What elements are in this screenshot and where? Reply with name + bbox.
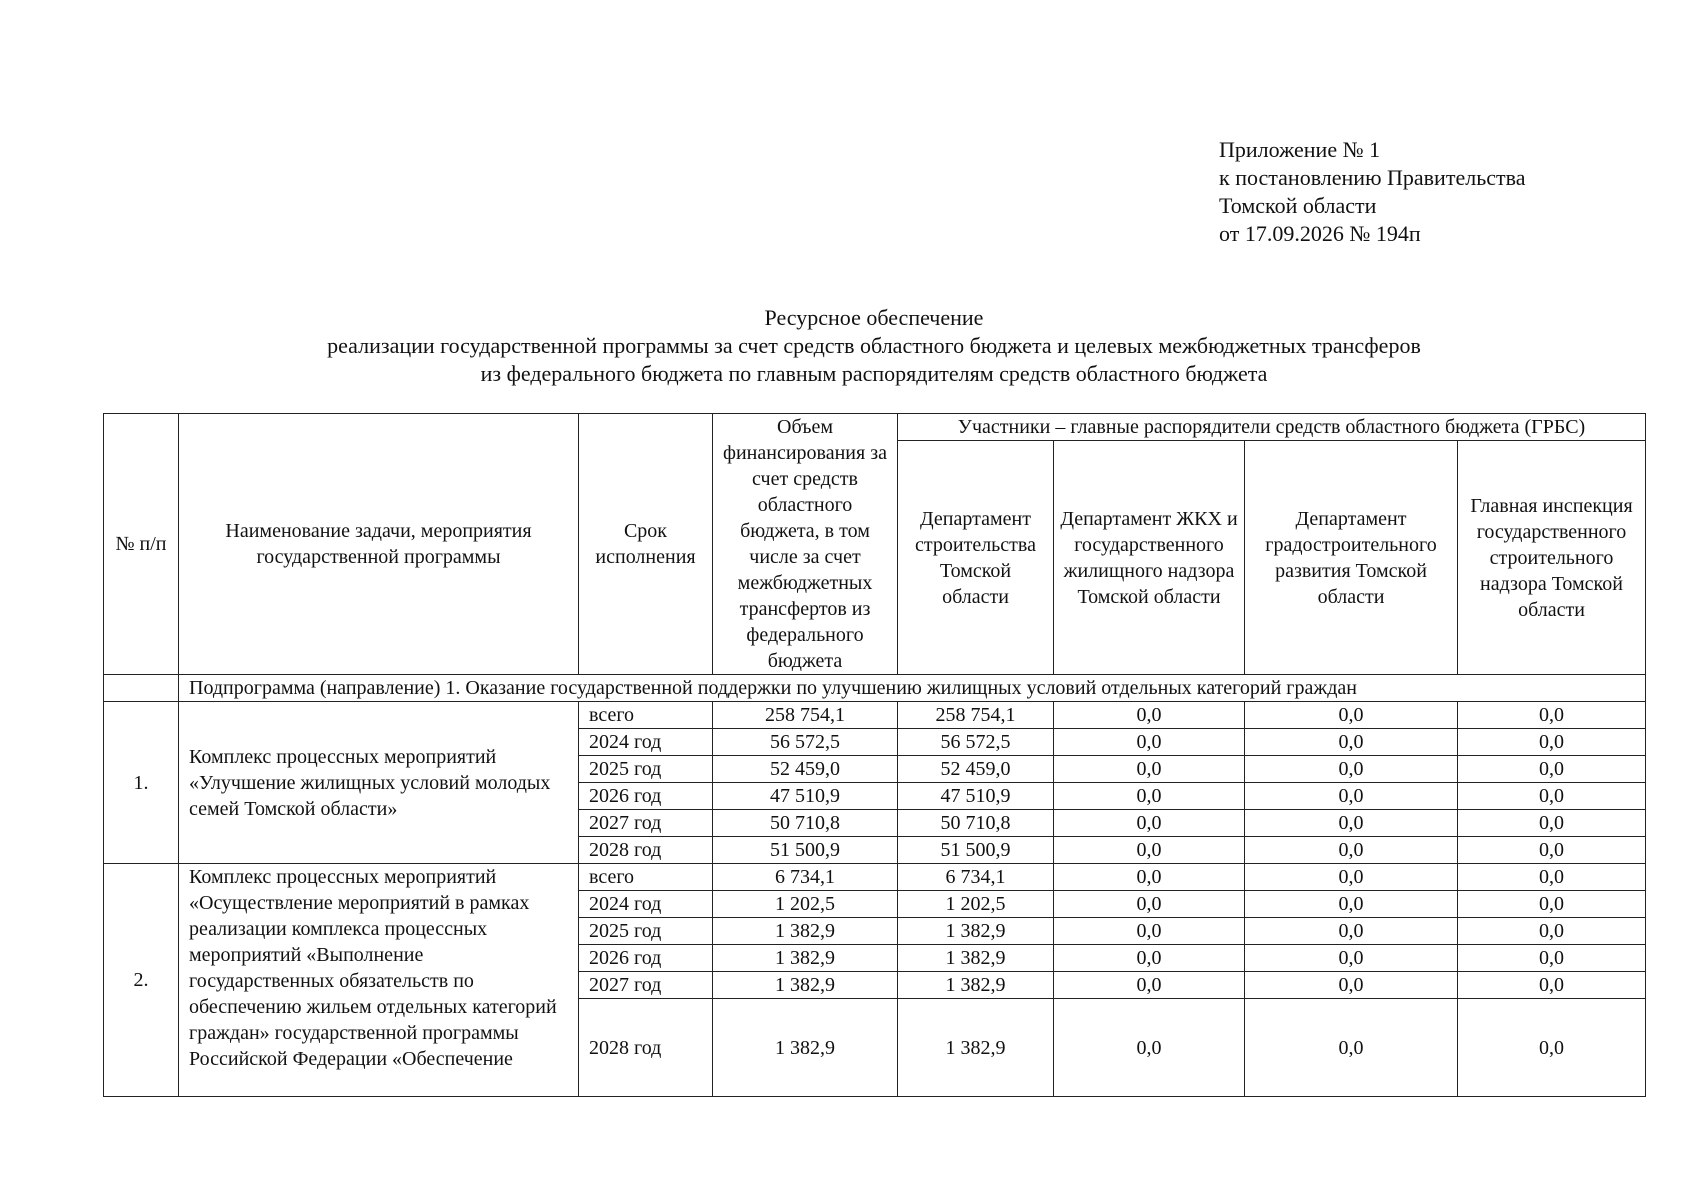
- dept-construction-value: 47 510,9: [898, 783, 1054, 810]
- dept-urban-value: 0,0: [1245, 999, 1458, 1097]
- dept-housing-value: 0,0: [1054, 972, 1245, 999]
- inspection-value: 0,0: [1458, 756, 1646, 783]
- dept-construction-value: 1 202,5: [898, 891, 1054, 918]
- volume-value: 1 382,9: [713, 918, 898, 945]
- header-term: Срок исполнения: [579, 414, 713, 675]
- volume-value: 50 710,8: [713, 810, 898, 837]
- dept-housing-value: 0,0: [1054, 729, 1245, 756]
- volume-value: 1 202,5: [713, 891, 898, 918]
- dept-urban-value: 0,0: [1245, 918, 1458, 945]
- header-name: Наименование задачи, мероприятия государственной программы: [179, 414, 579, 675]
- subprogram-title: Подпрограмма (направление) 1. Оказание государственной поддержки по улучшению жилищных условий отдельных категорий граждан: [179, 675, 1646, 702]
- header-row: [104, 414, 1646, 441]
- row-name: Комплекс процессных мероприятий «Осуществление мероприятий в рамках реализации комплекса процессных мероприятий «Выполнение государственных обязательств по обеспечению жильем отдельных категорий граждан» государственной программы Российской Федерации «Обеспечение: [179, 864, 579, 1097]
- dept-housing-value: 0,0: [1054, 891, 1245, 918]
- dept-construction-value: 258 754,1: [898, 702, 1054, 729]
- dept-urban-value: 0,0: [1245, 864, 1458, 891]
- period-label: 2028 год: [579, 999, 713, 1097]
- title-line: из федерального бюджета по главным распорядителям средств областного бюджета: [480, 361, 1268, 386]
- inspection-value: 0,0: [1458, 837, 1646, 864]
- table-row: [104, 702, 1646, 729]
- subprogram-num-cell: [104, 675, 179, 702]
- period-label: всего: [579, 702, 713, 729]
- inspection-value: 0,0: [1458, 729, 1646, 756]
- inspection-value: 0,0: [1458, 702, 1646, 729]
- resource-table: [103, 413, 1646, 1097]
- appendix-line: к постановлению Правительства: [1219, 165, 1526, 190]
- header-volume: Объем финансирования за счет средств областного бюджета, в том числе за счет межбюджетных трансфертов из федерального бюджета: [713, 414, 898, 675]
- period-label: 2026 год: [579, 945, 713, 972]
- inspection-value: 0,0: [1458, 972, 1646, 999]
- appendix-block: [1219, 136, 1525, 248]
- dept-construction-value: 51 500,9: [898, 837, 1054, 864]
- row-number: 2.: [104, 864, 179, 1097]
- volume-value: 1 382,9: [713, 945, 898, 972]
- header-inspection: Главная инспекция государственного строительного надзора Томской области: [1458, 441, 1646, 675]
- dept-urban-value: 0,0: [1245, 756, 1458, 783]
- dept-urban-value: 0,0: [1245, 729, 1458, 756]
- period-label: 2026 год: [579, 783, 713, 810]
- header-participants: Участники – главные распорядители средств областного бюджета (ГРБС): [898, 414, 1646, 441]
- row-name: Комплекс процессных мероприятий «Улучшение жилищных условий молодых семей Томской области»: [179, 702, 579, 864]
- dept-urban-value: 0,0: [1245, 891, 1458, 918]
- volume-value: 1 382,9: [713, 972, 898, 999]
- header-dept-urban: Департамент градостроительного развития Томской области: [1245, 441, 1458, 675]
- period-label: всего: [579, 864, 713, 891]
- dept-construction-value: 1 382,9: [898, 918, 1054, 945]
- appendix-line: Приложение № 1: [1219, 137, 1381, 162]
- dept-housing-value: 0,0: [1054, 837, 1245, 864]
- dept-urban-value: 0,0: [1245, 810, 1458, 837]
- dept-construction-value: 6 734,1: [898, 864, 1054, 891]
- period-label: 2024 год: [579, 729, 713, 756]
- dept-construction-value: 1 382,9: [898, 945, 1054, 972]
- dept-housing-value: 0,0: [1054, 864, 1245, 891]
- period-label: 2024 год: [579, 891, 713, 918]
- inspection-value: 0,0: [1458, 810, 1646, 837]
- inspection-value: 0,0: [1458, 918, 1646, 945]
- dept-housing-value: 0,0: [1054, 783, 1245, 810]
- inspection-value: 0,0: [1458, 999, 1646, 1097]
- volume-value: 51 500,9: [713, 837, 898, 864]
- row-number: 1.: [104, 702, 179, 864]
- volume-value: 1 382,9: [713, 999, 898, 1097]
- dept-construction-value: 1 382,9: [898, 999, 1054, 1097]
- document-title: [0, 304, 1697, 388]
- appendix-line: Томской области: [1219, 193, 1377, 218]
- period-label: 2025 год: [579, 756, 713, 783]
- volume-value: 6 734,1: [713, 864, 898, 891]
- inspection-value: 0,0: [1458, 864, 1646, 891]
- header-num: № п/п: [104, 414, 179, 675]
- dept-construction-value: 1 382,9: [898, 972, 1054, 999]
- header-dept-construction: Департамент строительства Томской области: [898, 441, 1054, 675]
- dept-construction-value: 56 572,5: [898, 729, 1054, 756]
- volume-value: 47 510,9: [713, 783, 898, 810]
- dept-housing-value: 0,0: [1054, 999, 1245, 1097]
- period-label: 2027 год: [579, 810, 713, 837]
- period-label: 2028 год: [579, 837, 713, 864]
- dept-housing-value: 0,0: [1054, 945, 1245, 972]
- dept-construction-value: 52 459,0: [898, 756, 1054, 783]
- period-label: 2027 год: [579, 972, 713, 999]
- dept-construction-value: 50 710,8: [898, 810, 1054, 837]
- header-dept-housing: Департамент ЖКХ и государственного жилищного надзора Томской области: [1054, 441, 1245, 675]
- period-label: 2025 год: [579, 918, 713, 945]
- inspection-value: 0,0: [1458, 891, 1646, 918]
- inspection-value: 0,0: [1458, 945, 1646, 972]
- volume-value: 56 572,5: [713, 729, 898, 756]
- dept-urban-value: 0,0: [1245, 837, 1458, 864]
- subprogram-row: [104, 675, 1646, 702]
- dept-urban-value: 0,0: [1245, 972, 1458, 999]
- dept-urban-value: 0,0: [1245, 702, 1458, 729]
- dept-housing-value: 0,0: [1054, 756, 1245, 783]
- dept-housing-value: 0,0: [1054, 810, 1245, 837]
- inspection-value: 0,0: [1458, 783, 1646, 810]
- title-line: Ресурсное обеспечение: [764, 305, 984, 330]
- dept-urban-value: 0,0: [1245, 783, 1458, 810]
- title-line: реализации государственной программы за счет средств областного бюджета и целевых межбюджетных трансферов: [327, 333, 1421, 358]
- volume-value: 258 754,1: [713, 702, 898, 729]
- dept-housing-value: 0,0: [1054, 918, 1245, 945]
- dept-urban-value: 0,0: [1245, 945, 1458, 972]
- table-row: [104, 864, 1646, 891]
- appendix-line: от 17.09.2026 № 194п: [1219, 221, 1421, 246]
- volume-value: 52 459,0: [713, 756, 898, 783]
- dept-housing-value: 0,0: [1054, 702, 1245, 729]
